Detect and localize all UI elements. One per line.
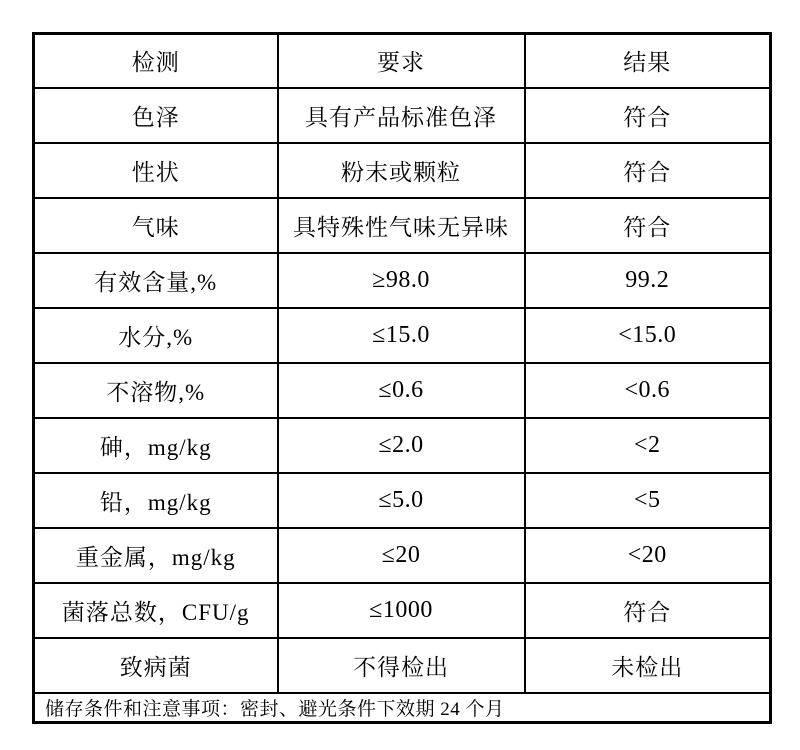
table-row: [34, 363, 771, 418]
requirement-cell: ≤0.6: [278, 363, 525, 418]
requirement-cell: 不得检出: [278, 638, 525, 693]
result-cell: 符合: [525, 583, 771, 638]
requirement-cell: ≤20: [278, 528, 525, 583]
table-row: [34, 88, 771, 143]
table-row: [34, 198, 771, 253]
test-cell: 砷，mg/kg: [34, 418, 278, 473]
result-cell: 符合: [525, 88, 771, 143]
test-cell: 铅，mg/kg: [34, 473, 278, 528]
table-row: [34, 473, 771, 528]
requirement-cell: 具特殊性气味无异味: [278, 198, 525, 253]
result-cell: 符合: [525, 198, 771, 253]
result-cell: <2: [525, 418, 771, 473]
document-page: [32, 32, 772, 724]
test-cell: 水分,%: [34, 308, 278, 363]
result-cell: 99.2: [525, 253, 771, 308]
requirement-cell: ≤15.0: [278, 308, 525, 363]
requirement-cell: ≤1000: [278, 583, 525, 638]
requirement-cell: ≥98.0: [278, 253, 525, 308]
inspection-table: [32, 32, 772, 724]
test-cell: 重金属，mg/kg: [34, 528, 278, 583]
result-cell: <20: [525, 528, 771, 583]
table-row: [34, 528, 771, 583]
table-header-row: [34, 34, 771, 88]
test-cell: 气味: [34, 198, 278, 253]
requirement-cell: 具有产品标准色泽: [278, 88, 525, 143]
result-cell: <5: [525, 473, 771, 528]
test-cell: 色泽: [34, 88, 278, 143]
table-row: [34, 253, 771, 308]
table-row: [34, 638, 771, 693]
requirement-cell: ≤5.0: [278, 473, 525, 528]
test-cell: 有效含量,%: [34, 253, 278, 308]
result-cell: <15.0: [525, 308, 771, 363]
table-row: [34, 418, 771, 473]
table-row: [34, 583, 771, 638]
result-cell: <0.6: [525, 363, 771, 418]
requirement-cell: ≤2.0: [278, 418, 525, 473]
header-cell-requirement: 要求: [278, 34, 525, 88]
requirement-cell: 粉末或颗粒: [278, 143, 525, 198]
test-cell: 致病菌: [34, 638, 278, 693]
table-row: [34, 143, 771, 198]
test-cell: 不溶物,%: [34, 363, 278, 418]
table-footer-row: [34, 693, 771, 723]
result-cell: 符合: [525, 143, 771, 198]
test-cell: 菌落总数，CFU/g: [34, 583, 278, 638]
table-row: [34, 308, 771, 363]
test-cell: 性状: [34, 143, 278, 198]
result-cell: 未检出: [525, 638, 771, 693]
header-cell-test: 检测: [34, 34, 278, 88]
footer-note: 储存条件和注意事项：密封、避光条件下效期 24 个月: [34, 693, 771, 723]
header-cell-result: 结果: [525, 34, 771, 88]
